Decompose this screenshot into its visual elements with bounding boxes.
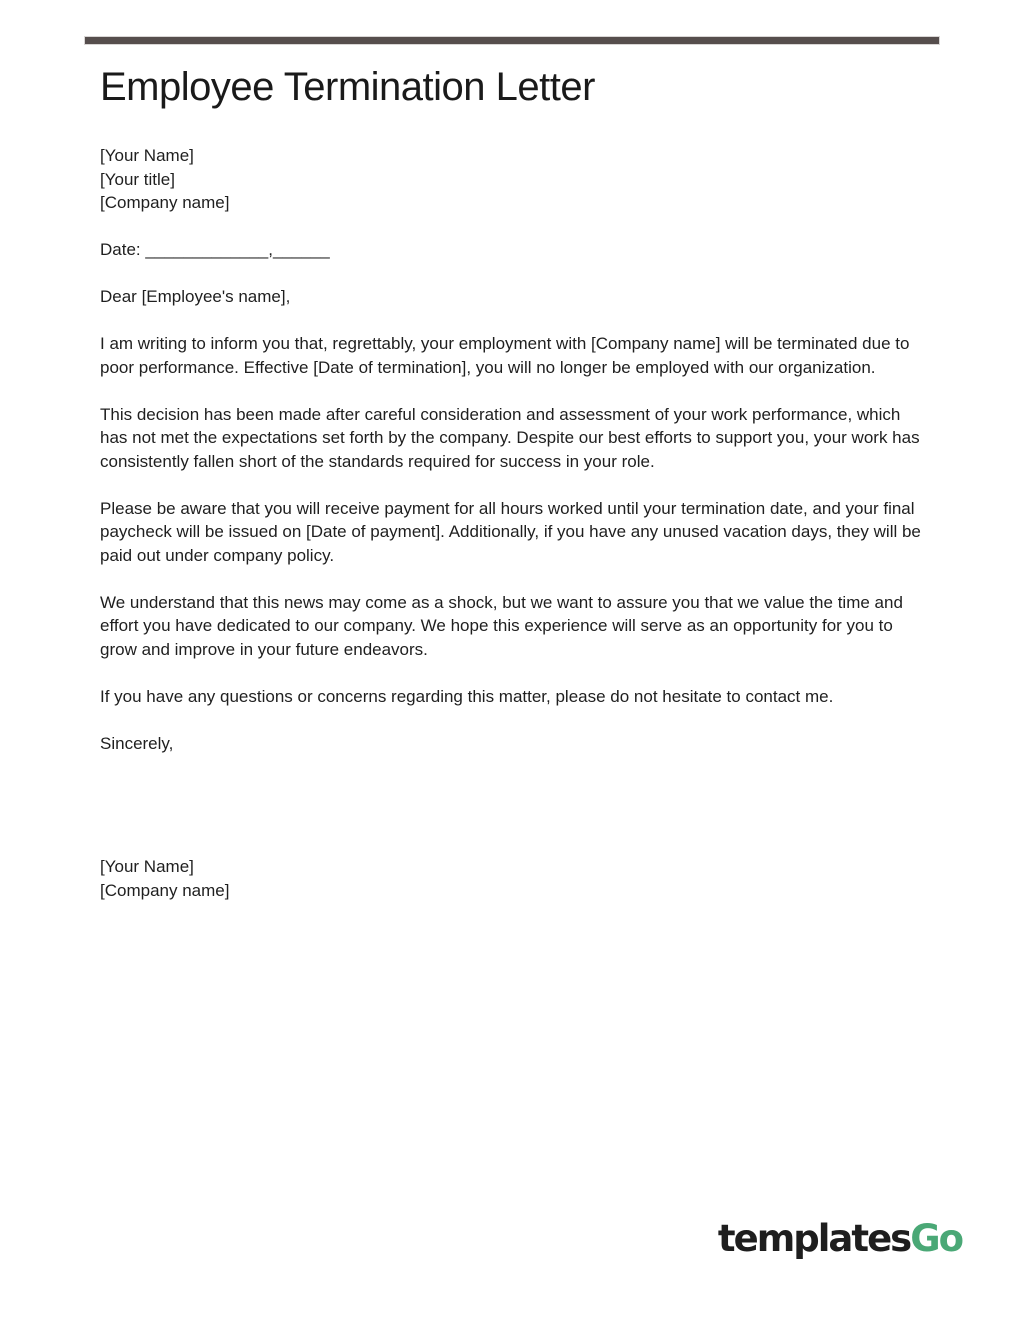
- letter-paragraph: I am writing to inform you that, regrettably, your employment with [Company name] will be terminated due to poor performance. Effective [Date of termination], you will no longer be employed with our organization.: [100, 334, 910, 377]
- signature-company: [Company name]: [100, 880, 230, 900]
- letter-paragraph: We understand that this news may come as a shock, but we want to assure you that we value the time and effort you have dedicated to our company. We hope this experience will serve as an opportunity for you to grow and improve in your future endeavors.: [100, 592, 903, 659]
- sender-name: [Your Name]: [100, 146, 194, 165]
- top-accent-bar: [84, 36, 940, 45]
- signature-block: [100, 855, 924, 902]
- templatesgo-logo: [717, 1217, 962, 1260]
- logo-text-accent: Go: [910, 1217, 962, 1260]
- page-title: Employee Termination Letter: [100, 65, 595, 109]
- letter-paragraph: Please be aware that you will receive payment for all hours worked until your termination date, and your final paycheck will be issued on [Date of payment]. Additionally, if you have any unused vacation days, they will be paid out under company policy.: [100, 498, 921, 565]
- sender-title: [Your title]: [100, 169, 175, 189]
- signature-name: [Your Name]: [100, 857, 194, 876]
- letter-paragraph: If you have any questions or concerns regarding this matter, please do not hesitate to contact me.: [100, 686, 834, 706]
- sender-company: [Company name]: [100, 193, 230, 212]
- letter-paragraph: This decision has been made after careful consideration and assessment of your work performance, which has not met the expectations set forth by the company. Despite our best efforts to support you, your work has consistently fallen short of the standards required for success in your role.: [100, 404, 920, 471]
- salutation: Dear [Employee's name],: [100, 287, 291, 306]
- letter-content: [100, 64, 924, 902]
- sender-block: [100, 144, 924, 215]
- date-line: Date: _____________,______: [100, 240, 330, 259]
- closing-salutation: Sincerely,: [100, 733, 174, 753]
- logo-text-dark: templates: [717, 1217, 911, 1260]
